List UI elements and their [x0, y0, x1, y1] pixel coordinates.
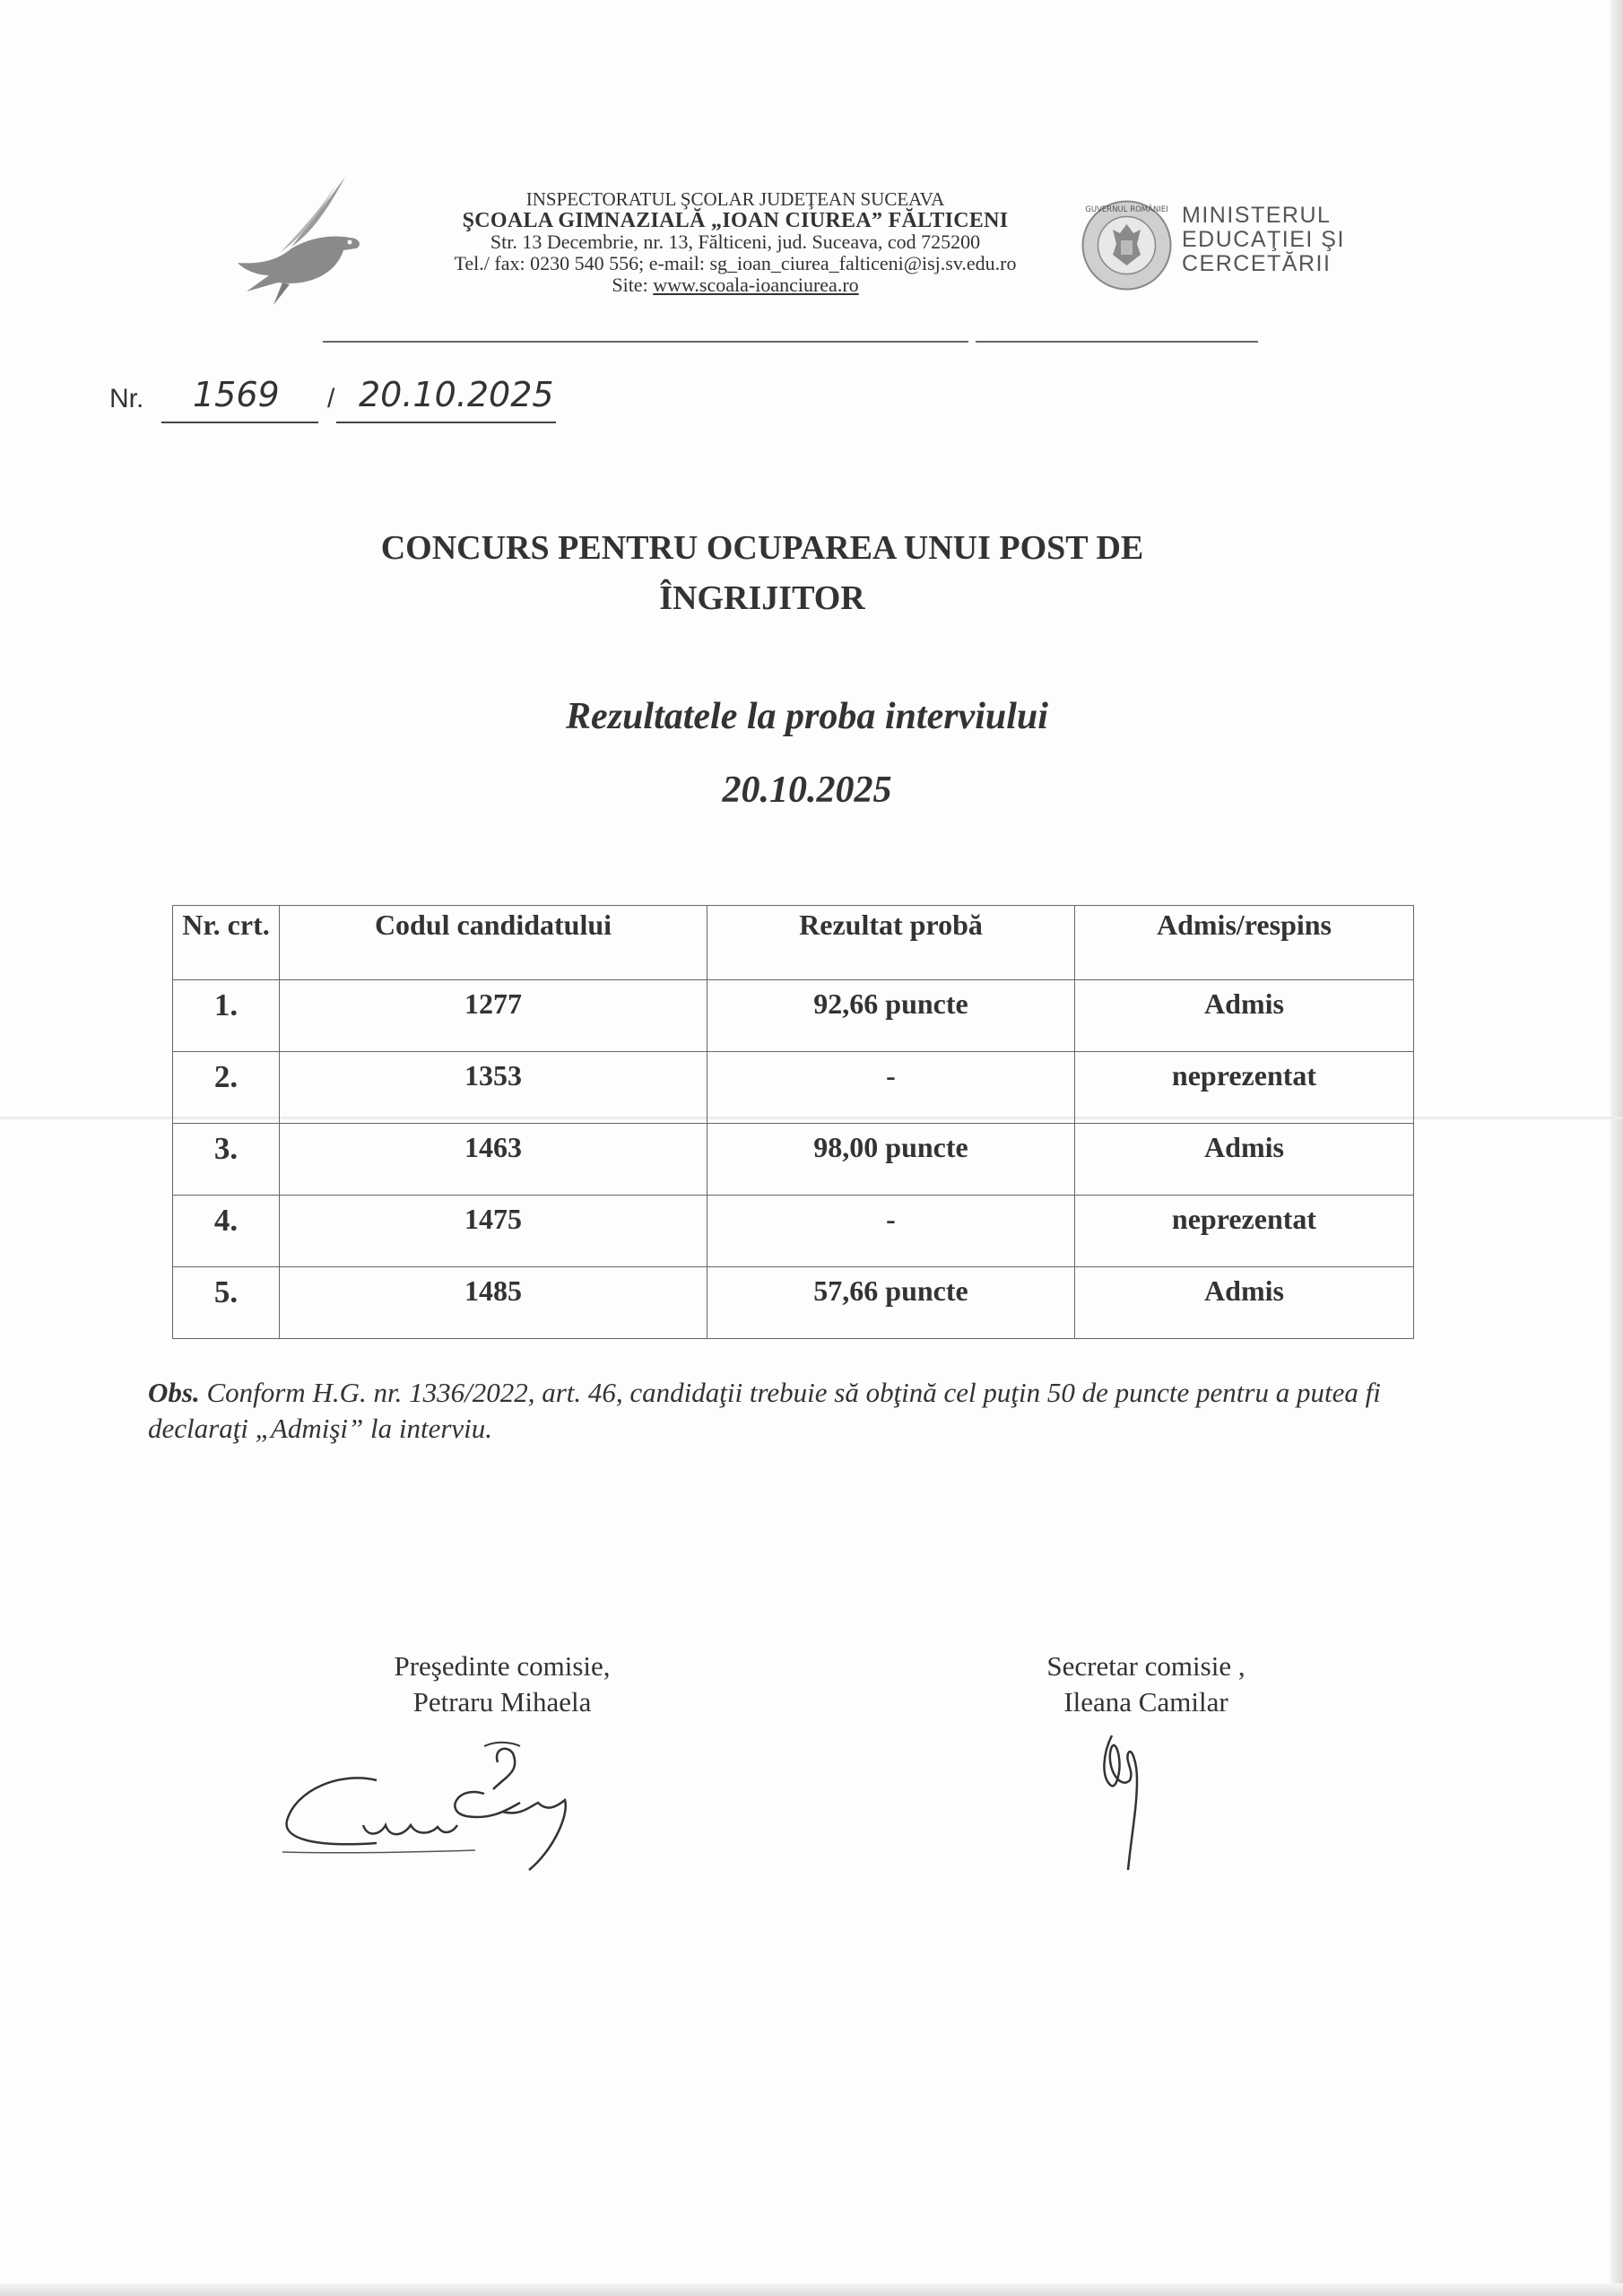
cell-status: neprezentat: [1075, 1196, 1414, 1267]
subtitle-line-1: Rezultatele la proba interviului: [566, 696, 1048, 737]
president-role: Preşedinte comisie,: [394, 1650, 611, 1682]
inspectorate-name: INSPECTORATUL ŞCOLAR JUDEŢEAN SUCEAVA: [525, 188, 945, 210]
secretary-name: Ileana Camilar: [1063, 1686, 1228, 1718]
secretary-signature-block: [967, 1648, 1325, 1720]
ministry-line-3: CERCETĂRII: [1182, 251, 1332, 276]
school-contact: Tel./ fax: 0230 540 556; e-mail: sg_ioan_ciurea_falticeni@isj.sv.edu.ro: [454, 252, 1017, 274]
cell-status: Admis: [1075, 980, 1414, 1052]
column-header-status: Admis/respins: [1075, 906, 1414, 980]
president-name: Petraru Mihaela: [412, 1686, 592, 1718]
column-header-result: Rezultat probă: [707, 906, 1075, 980]
table-row: [173, 1052, 1414, 1124]
registration-number: 1569: [193, 375, 280, 414]
site-url: www.scoala-ioanciurea.ro: [653, 274, 859, 296]
registration-date: 20.10.2025: [359, 375, 554, 414]
cell-result: 57,66 puncte: [707, 1267, 1075, 1339]
cell-status: Admis: [1075, 1267, 1414, 1339]
government-seal: [1081, 199, 1173, 291]
cell-nr: 3.: [173, 1124, 280, 1196]
site-label: Site:: [612, 274, 654, 296]
secretary-role: Secretar comisie ,: [1046, 1650, 1245, 1682]
registration-label: Nr.: [109, 384, 144, 413]
column-header-nr: Nr. crt.: [173, 906, 280, 980]
page-title: [269, 523, 1255, 623]
registration-number-line: [161, 422, 318, 423]
registration-date-line: [336, 422, 556, 423]
cell-status: Admis: [1075, 1124, 1414, 1196]
school-site: [395, 274, 1076, 296]
letterhead: [395, 188, 1076, 296]
observation-label: Obs.: [148, 1377, 200, 1408]
table-header-row: [173, 906, 1414, 980]
subtitle-date: 20.10.2025: [722, 770, 892, 811]
cell-nr: 5.: [173, 1267, 280, 1339]
results-table: [172, 905, 1414, 1339]
table-row: [173, 1196, 1414, 1267]
cell-code: 1475: [280, 1196, 707, 1267]
ministry-line-2: EDUCAŢIEI ŞI: [1182, 227, 1345, 252]
seal-text: GUVERNUL ROMÂNIEI: [1085, 205, 1168, 214]
cell-result: -: [707, 1052, 1075, 1124]
cell-code: 1463: [280, 1124, 707, 1196]
cell-result: -: [707, 1196, 1075, 1267]
cell-nr: 4.: [173, 1196, 280, 1267]
cell-code: 1485: [280, 1267, 707, 1339]
title-line-1: CONCURS PENTRU OCUPAREA UNUI POST DE: [380, 529, 1144, 567]
school-name: ŞCOALA GIMNAZIALĂ „IOAN CIUREA” FĂLTICENI: [462, 209, 1009, 232]
school-address: Str. 13 Decembrie, nr. 13, Fălticeni, jud. Suceava, cod 725200: [490, 230, 981, 253]
cell-result: 92,66 puncte: [707, 980, 1075, 1052]
ministry-line-1: MINISTERUL: [1182, 203, 1332, 228]
registration-separator: /: [327, 384, 335, 413]
president-signature-block: [323, 1648, 681, 1720]
cell-code: 1277: [280, 980, 707, 1052]
cell-result: 98,00 puncte: [707, 1124, 1075, 1196]
cell-status: neprezentat: [1075, 1052, 1414, 1124]
observation-text: Conform H.G. nr. 1336/2022, art. 46, candidaţii trebuie să obţină cel puţin 50 de puncte pentru a putea fi declaraţi „Admişi” la interviu.: [148, 1377, 1381, 1444]
observation-note: [148, 1375, 1457, 1447]
cell-nr: 2.: [173, 1052, 280, 1124]
cell-code: 1353: [280, 1052, 707, 1124]
cell-nr: 1.: [173, 980, 280, 1052]
column-header-code: Codul candidatului: [280, 906, 707, 980]
header-rule-left: [323, 341, 968, 343]
table-row: [173, 980, 1414, 1052]
scan-edge: [1610, 0, 1623, 2296]
page-subtitle: [314, 680, 1300, 827]
ministry-name: [1182, 204, 1345, 276]
scan-bottom-edge: [0, 2283, 1623, 2296]
title-line-2: ÎNGRIJITOR: [659, 579, 865, 617]
header-rule-right: [976, 341, 1258, 343]
table-row: [173, 1267, 1414, 1339]
secretary-signature: [1085, 1726, 1166, 1879]
school-bird-logo: [238, 175, 363, 305]
president-signature: [278, 1726, 655, 1879]
table-row: [173, 1124, 1414, 1196]
